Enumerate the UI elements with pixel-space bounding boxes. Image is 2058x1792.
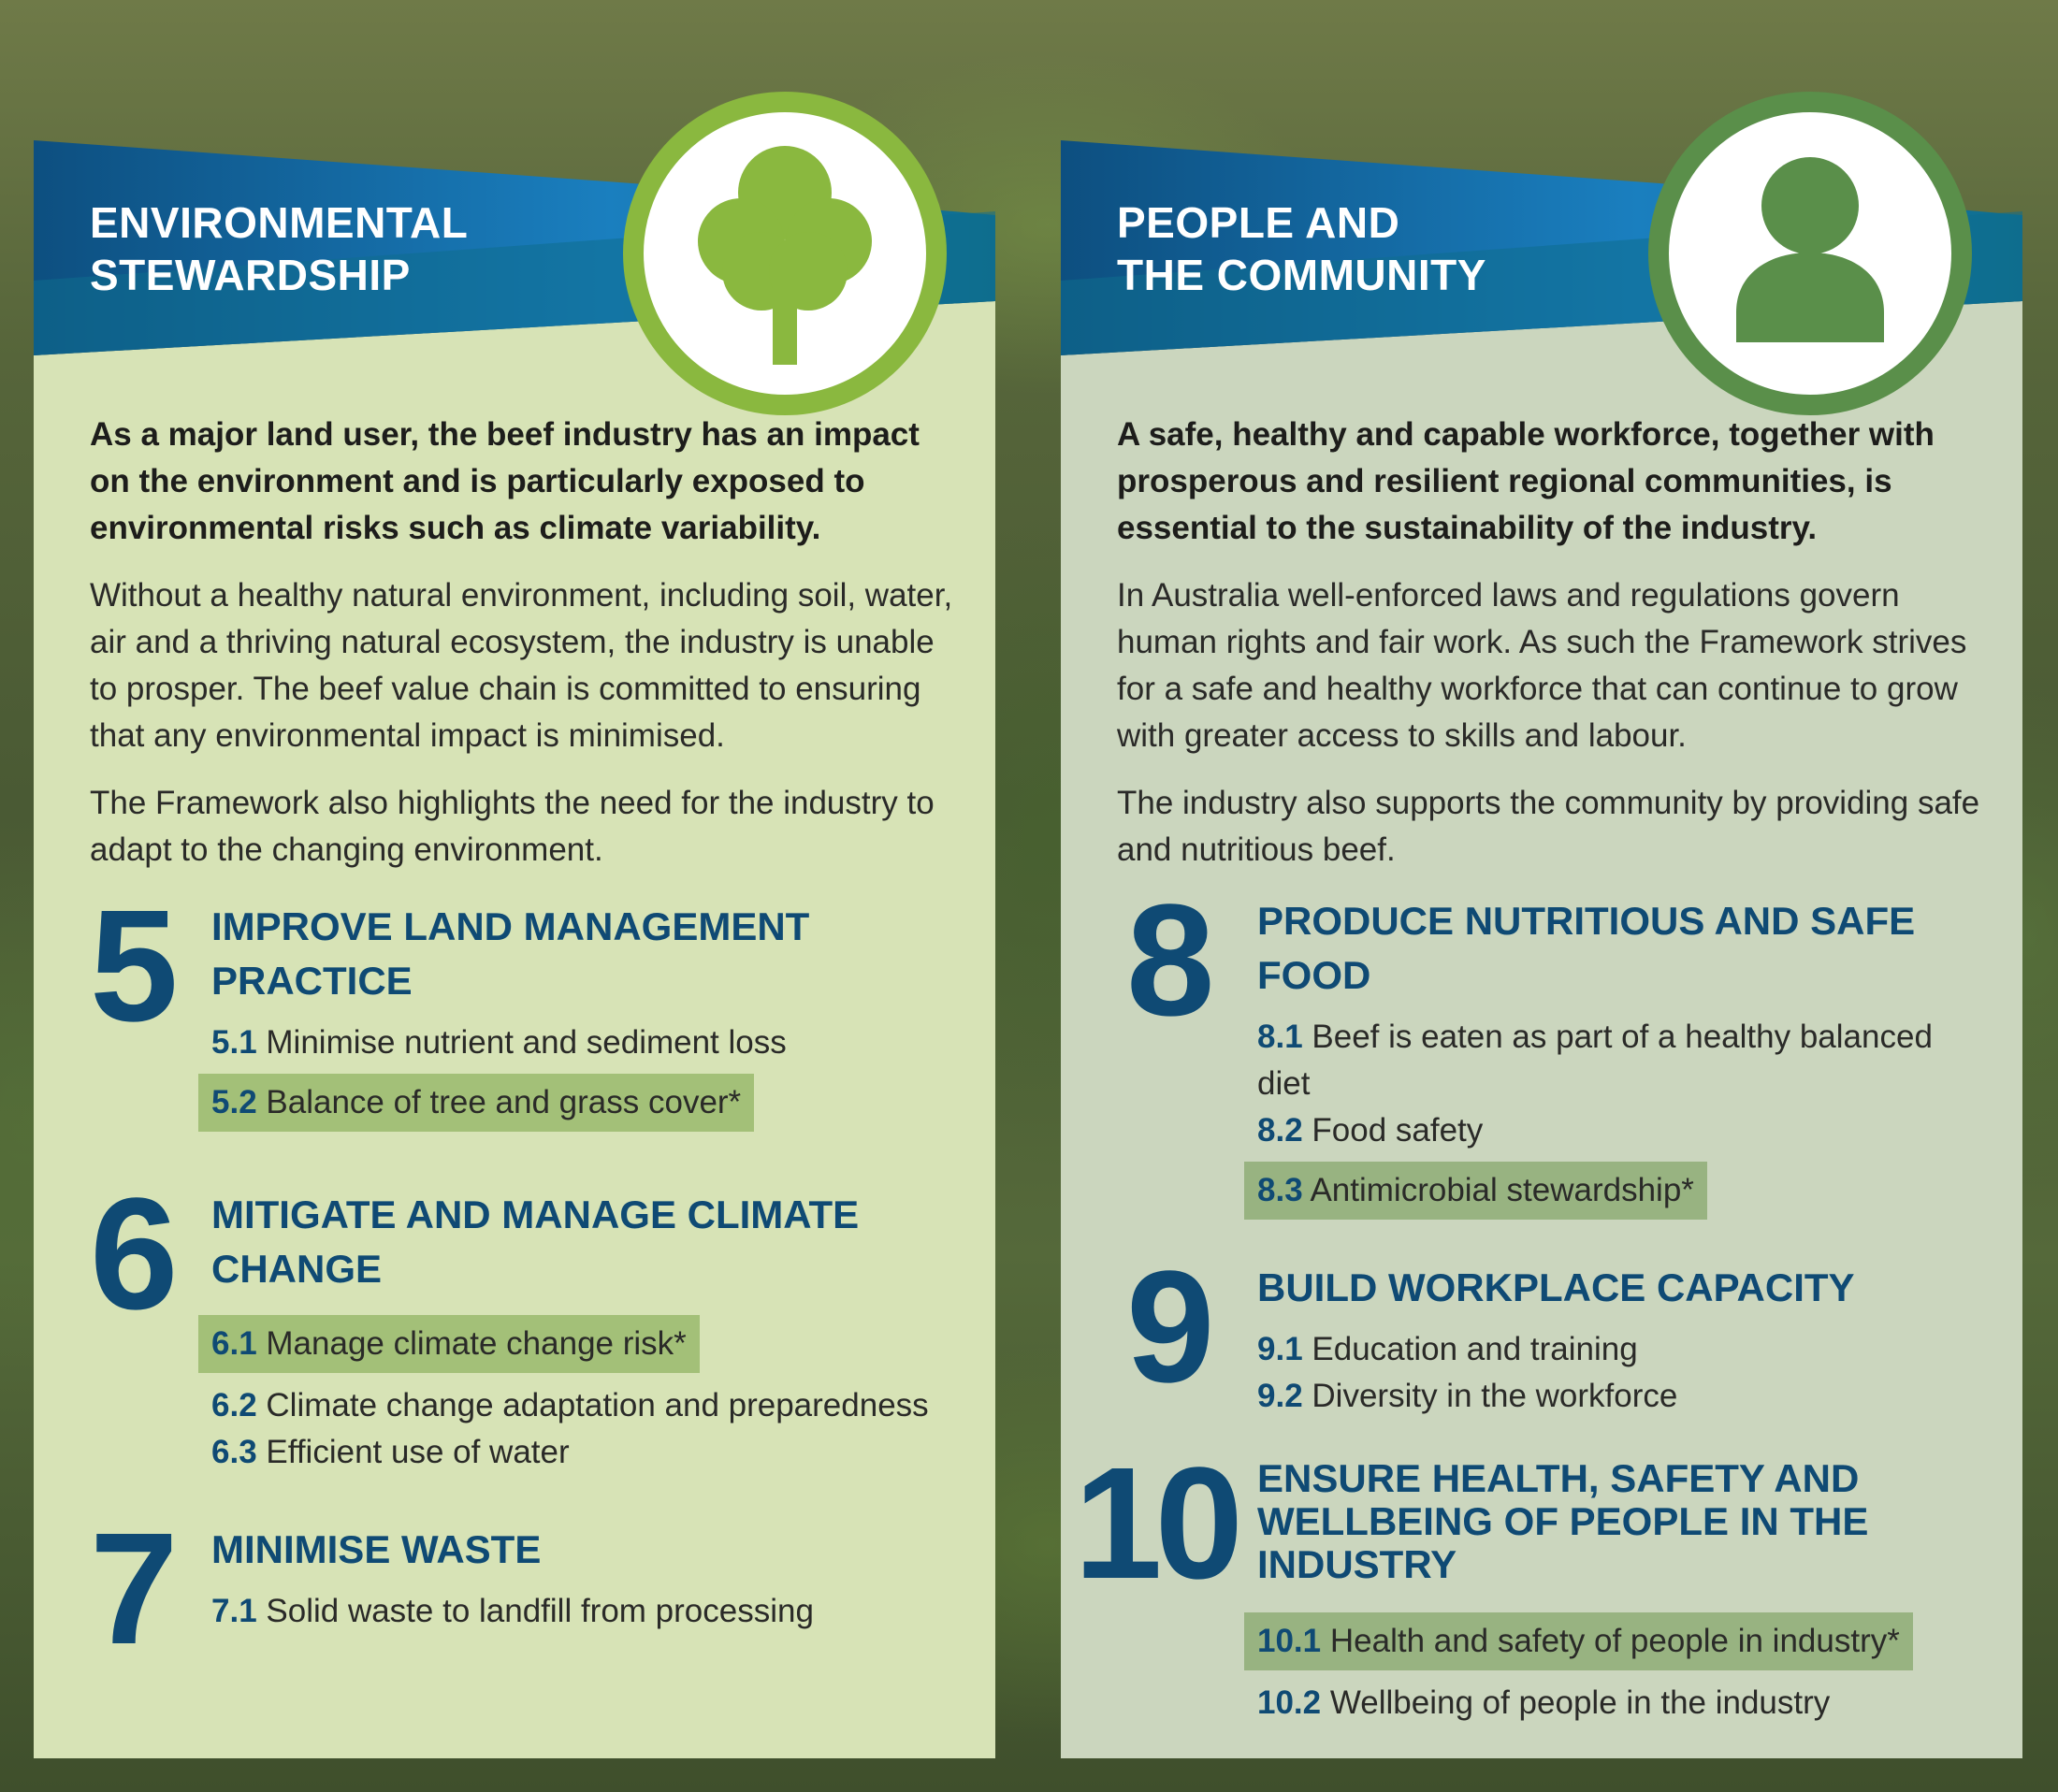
- item-text: Wellbeing of people in the industry: [1329, 1684, 1831, 1721]
- item-code: 8.1: [1257, 1019, 1303, 1055]
- env-title-line-2: STEWARDSHIP: [90, 251, 411, 299]
- env-section-title: [90, 196, 468, 301]
- item-code: 5.2: [211, 1084, 257, 1120]
- goal-item: [1257, 1373, 1985, 1420]
- goal-title: MINIMISE WASTE: [211, 1527, 542, 1571]
- item-text: Health and safety of people in industry*: [1329, 1623, 1900, 1659]
- goal-number: 7: [90, 1500, 171, 1678]
- item-text: Manage climate change risk*: [266, 1325, 687, 1362]
- item-text: Food safety: [1312, 1112, 1484, 1149]
- goal-number: 8: [1126, 872, 1208, 1049]
- env-lead-text: As a major land user, the beef industry has an impact on the environment and is particularly exposed to environmental risks such as climate variability.: [90, 416, 920, 546]
- goal-item: [1257, 1326, 1985, 1373]
- goal-item: [211, 1588, 958, 1635]
- goal-5: [90, 877, 958, 1141]
- goal-7: [90, 1500, 958, 1678]
- item-code: 9.2: [1257, 1378, 1303, 1414]
- item-text: Solid waste to landfill from processing: [266, 1593, 814, 1629]
- item-text: Efficient use of water: [266, 1434, 570, 1470]
- item-text: Beef is eaten as part of a healthy balanced diet: [1257, 1019, 1933, 1102]
- goal-item: [211, 1429, 958, 1476]
- goal-8: [1117, 872, 1985, 1229]
- item-code: 5.1: [211, 1024, 257, 1061]
- item-text: Antimicrobial stewardship*: [1310, 1172, 1694, 1208]
- env-paragraph-2: The Framework also highlights the need for the industry to adapt to the changing environment.: [90, 785, 935, 868]
- item-text: Balance of tree and grass cover*: [266, 1084, 742, 1120]
- goal-title: PRODUCE NUTRITIOUS AND SAFE FOOD: [1257, 899, 1916, 997]
- item-text: Diversity in the workforce: [1312, 1378, 1678, 1414]
- people-content: [1074, 412, 1985, 1727]
- goal-title: ENSURE HEALTH, SAFETY AND WELLBEING OF PEOPLE IN THE INDUSTRY: [1257, 1456, 1869, 1586]
- goal-item: [1257, 1107, 1985, 1154]
- people-paragraph-1: In Australia well-enforced laws and regulations govern human rights and fair work. As such the Framework strives for a safe and healthy workforce that can continue to grow with greater access to skills and labour.: [1117, 577, 1967, 754]
- people-lead-text: A safe, healthy and capable workforce, together with prosperous and resilient regional communities, is essential to the sustainability of the industry.: [1117, 416, 1935, 546]
- goal-item: [211, 1382, 958, 1429]
- goal-number: 5: [90, 877, 171, 1055]
- item-code: 10.2: [1257, 1684, 1322, 1721]
- goal-title: MITIGATE AND MANAGE CLIMATE CHANGE: [211, 1192, 860, 1291]
- env-badge: [623, 92, 947, 415]
- item-code: 7.1: [211, 1593, 257, 1629]
- item-code: 6.2: [211, 1387, 257, 1423]
- goal-number: 6: [90, 1165, 171, 1343]
- goal-number: 9: [1126, 1238, 1208, 1416]
- item-text: Climate change adaptation and preparedness: [266, 1387, 929, 1423]
- goal-6: [90, 1165, 958, 1476]
- item-code: 10.1: [1257, 1623, 1322, 1659]
- item-code: 8.2: [1257, 1112, 1303, 1149]
- people-section-title: [1117, 196, 1486, 301]
- item-code: 6.3: [211, 1434, 257, 1470]
- environmental-stewardship-panel: [34, 0, 995, 1758]
- env-content: [90, 412, 958, 1678]
- goal-9: [1117, 1238, 1985, 1420]
- env-paragraph-1: Without a healthy natural environment, including soil, water, air and a thriving natural ecosystem, the industry is unable to prosper. The beef value chain is committed to ensuring that any environmental impact is minimised.: [90, 577, 953, 754]
- people-badge: [1648, 92, 1972, 415]
- item-code: 8.3: [1257, 1172, 1303, 1208]
- goal-item-highlighted: [198, 1315, 700, 1373]
- tree-icon: [644, 112, 926, 395]
- people-paragraph-2: The industry also supports the community by providing safe and nutritious beef.: [1117, 785, 1980, 868]
- goal-title: BUILD WORKPLACE CAPACITY: [1257, 1265, 1855, 1309]
- people-and-community-panel: [1061, 0, 2022, 1758]
- goal-number: 10: [1074, 1435, 1237, 1612]
- people-title-line-2: THE COMMUNITY: [1117, 251, 1486, 299]
- goal-item-highlighted: [198, 1074, 754, 1132]
- people-title-line-1: PEOPLE AND: [1117, 198, 1400, 247]
- item-code: 6.1: [211, 1325, 257, 1362]
- goal-item: [211, 1019, 958, 1066]
- goal-item-highlighted: [1244, 1162, 1707, 1220]
- person-icon: [1669, 112, 1951, 395]
- item-code: 9.1: [1257, 1331, 1303, 1367]
- item-text: Minimise nutrient and sediment loss: [266, 1024, 787, 1061]
- env-title-line-1: ENVIRONMENTAL: [90, 198, 469, 247]
- goal-10: [1074, 1435, 1985, 1727]
- goal-item: [1257, 1014, 1985, 1107]
- item-text: Education and training: [1312, 1331, 1638, 1367]
- goal-title: IMPROVE LAND MANAGEMENT PRACTICE: [211, 904, 810, 1003]
- goal-item-highlighted: [1244, 1612, 1913, 1670]
- goal-item: [1257, 1680, 1985, 1727]
